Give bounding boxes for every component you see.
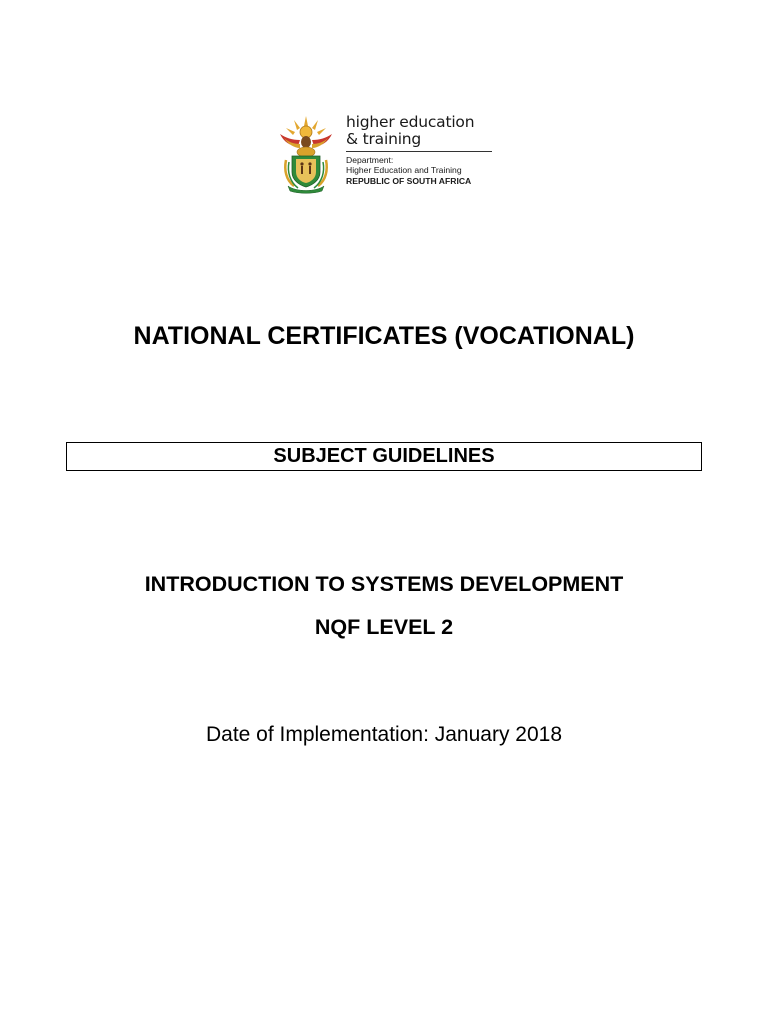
- department-name: Higher Education and Training: [346, 165, 462, 176]
- coat-of-arms-icon: [276, 112, 336, 194]
- logo-title-line-1: higher education: [346, 113, 475, 131]
- country-name: REPUBLIC OF SOUTH AFRICA: [346, 175, 472, 186]
- subject-guidelines-label: SUBJECT GUIDELINES: [273, 445, 495, 467]
- subject-title: INTRODUCTION TO SYSTEMS DEVELOPMENT: [144, 572, 624, 596]
- implementation-date: Date of Implementation: January 2018: [205, 723, 563, 746]
- department-label: Department:: [346, 155, 394, 165]
- subject-guidelines-box: [66, 442, 702, 471]
- department-logo: [276, 112, 496, 196]
- department-text: [346, 114, 496, 186]
- logo-divider: [346, 151, 492, 152]
- main-title: NATIONAL CERTIFICATES (VOCATIONAL): [133, 322, 635, 350]
- logo-title-line-2: & training: [346, 130, 422, 148]
- nqf-level: NQF LEVEL 2: [314, 615, 454, 639]
